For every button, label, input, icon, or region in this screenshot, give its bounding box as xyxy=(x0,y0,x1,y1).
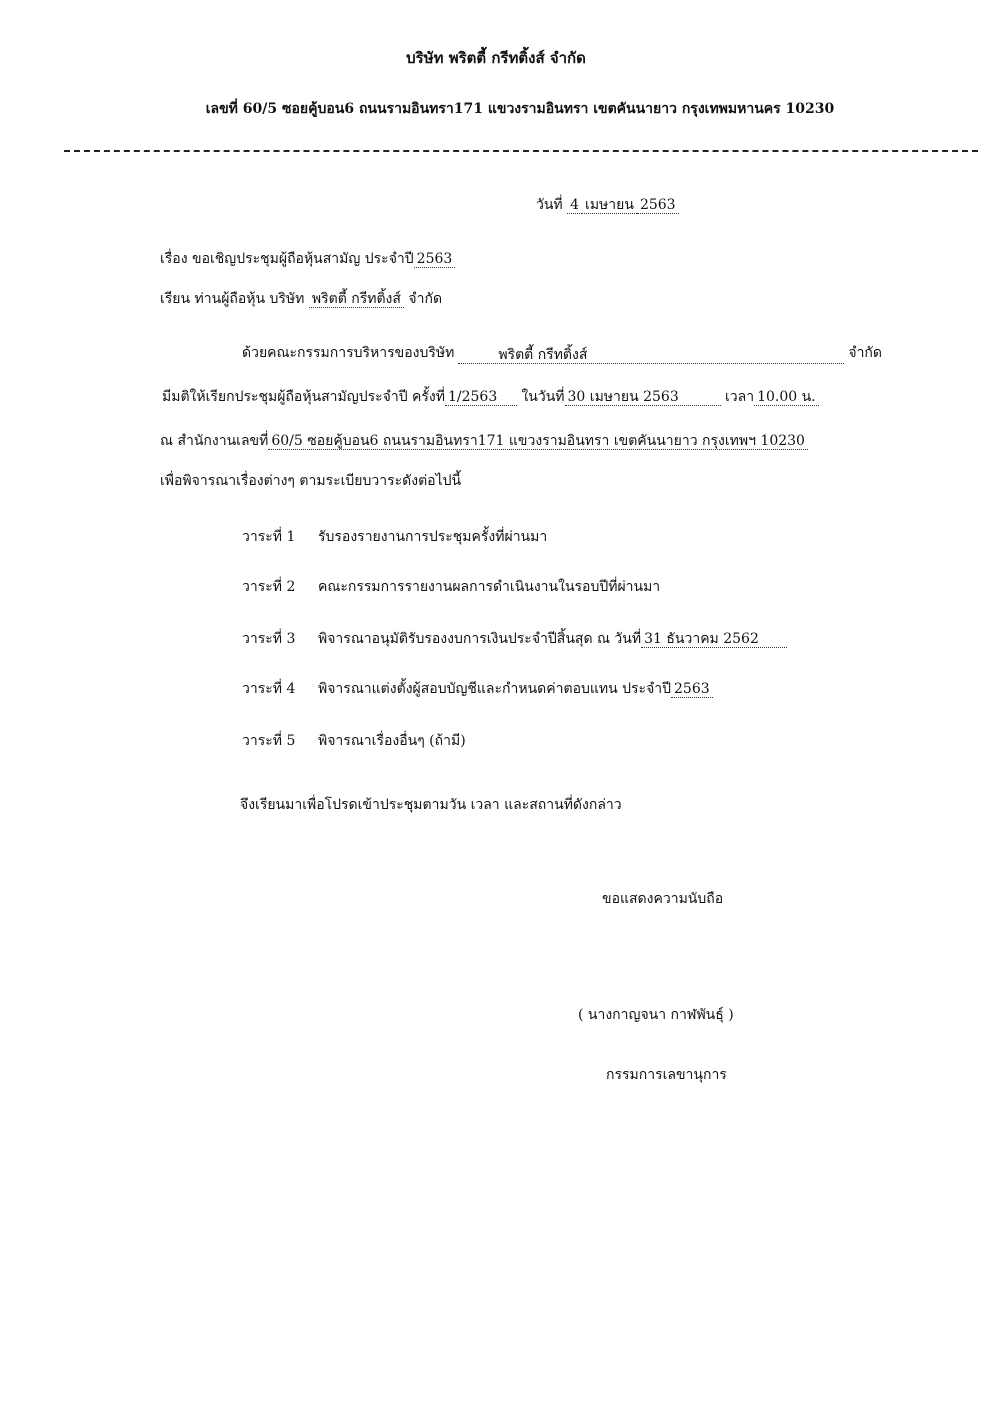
agenda-number: วาระที่ 5 xyxy=(242,733,296,749)
body-line3-prefix: ณ สำนักงานเลขที่ xyxy=(160,433,269,449)
date-day: 4 xyxy=(567,197,582,214)
salutation-text: ท่านผู้ถือหุ้น บริษัท xyxy=(194,291,305,307)
agenda-text: พิจารณาแต่งตั้งผู้สอบบัญชีและกำหนดค่าตอบแทน ประจำปี xyxy=(318,681,672,697)
agenda-item xyxy=(242,730,466,752)
body-line-2 xyxy=(162,386,819,408)
body-line-3 xyxy=(160,430,808,452)
body-line1-company: พริตตี้ กรีทติ้งส์ xyxy=(458,347,844,364)
meeting-number: 1/2563 xyxy=(445,389,517,406)
subject-line xyxy=(160,248,455,270)
agenda-number: วาระที่ 4 xyxy=(242,681,296,697)
meeting-venue: 60/5 ซอยคู้บอน6 ถนนรามอินทรา171 แขวงรามอินทรา เขตคันนายาว กรุงเทพฯ 10230 xyxy=(268,433,808,450)
body-line1-prefix: ด้วยคณะกรรมการบริหารของบริษัท xyxy=(242,345,455,361)
agenda-item xyxy=(242,678,713,700)
date-month: เมษายน xyxy=(582,197,637,214)
body-line-4: เพื่อพิจารณาเรื่องต่างๆ ตามระเบียบวาระดังต่อไปนี้ xyxy=(160,473,462,489)
salutation-label: เรียน xyxy=(160,291,191,307)
regards-text: ขอแสดงความนับถือ xyxy=(602,891,724,907)
agenda-number: วาระที่ 1 xyxy=(242,529,296,545)
signatory-position: กรรมการเลขานุการ xyxy=(606,1067,727,1083)
agenda-text: คณะกรรมการรายงานผลการดำเนินงานในรอบปีที่ผ่านมา xyxy=(318,579,661,595)
meeting-time: 10.00 น. xyxy=(754,389,819,406)
body-line-1 xyxy=(242,342,882,364)
signatory-name: ( นางกาญจนา กาฬพันธุ์ ) xyxy=(578,1007,734,1023)
agenda-date: 31 ธันวาคม 2562 xyxy=(641,631,787,648)
body-line1-suffix: จำกัด xyxy=(848,345,882,361)
company-title: บริษัท พริตตี้ กรีทติ้งส์ จำกัด xyxy=(406,49,586,67)
agenda-item xyxy=(242,576,660,598)
meeting-time-label: เวลา xyxy=(724,389,755,405)
salutation-line xyxy=(160,288,442,310)
body-line2-prefix: มีมติให้เรียกประชุมผู้ถือหุ้นสามัญประจำปี ครั้งที่ xyxy=(162,389,445,405)
agenda-item xyxy=(242,628,787,650)
agenda-number: วาระที่ 3 xyxy=(242,631,296,647)
date-year: 2563 xyxy=(637,197,679,214)
agenda-item xyxy=(242,526,547,548)
agenda-number: วาระที่ 2 xyxy=(242,579,296,595)
subject-year: 2563 xyxy=(414,251,456,268)
agenda-year: 2563 xyxy=(671,681,713,698)
separator-line xyxy=(64,150,978,152)
agenda-text: พิจารณาเรื่องอื่นๆ (ถ้ามี) xyxy=(318,733,466,749)
agenda-text: พิจารณาอนุมัติรับรองงบการเงินประจำปีสิ้นสุด ณ วันที่ xyxy=(318,631,642,647)
subject-label: เรื่อง xyxy=(160,251,188,267)
subject-text: ขอเชิญประชุมผู้ถือหุ้นสามัญ ประจำปี xyxy=(192,251,414,267)
closing-line: จึงเรียนมาเพื่อโปรดเข้าประชุมตามวัน เวลา และสถานที่ดังกล่าว xyxy=(240,797,622,813)
meeting-date: 30 เมษายน 2563 xyxy=(565,389,721,406)
salutation-company: พริตตี้ กรีทติ้งส์ xyxy=(309,291,404,308)
meeting-date-label: ในวันที่ xyxy=(521,389,565,405)
agenda-text: รับรองรายงานการประชุมครั้งที่ผ่านมา xyxy=(318,529,548,545)
salutation-suffix: จำกัด xyxy=(408,291,443,307)
date-line xyxy=(536,194,679,216)
company-address: เลขที่ 60/5 ซอยคู้บอน6 ถนนรามอินทรา171 แขวงรามอินทรา เขตคันนายาว กรุงเทพมหานคร 10230 xyxy=(205,101,835,117)
date-label: วันที่ xyxy=(536,197,563,213)
